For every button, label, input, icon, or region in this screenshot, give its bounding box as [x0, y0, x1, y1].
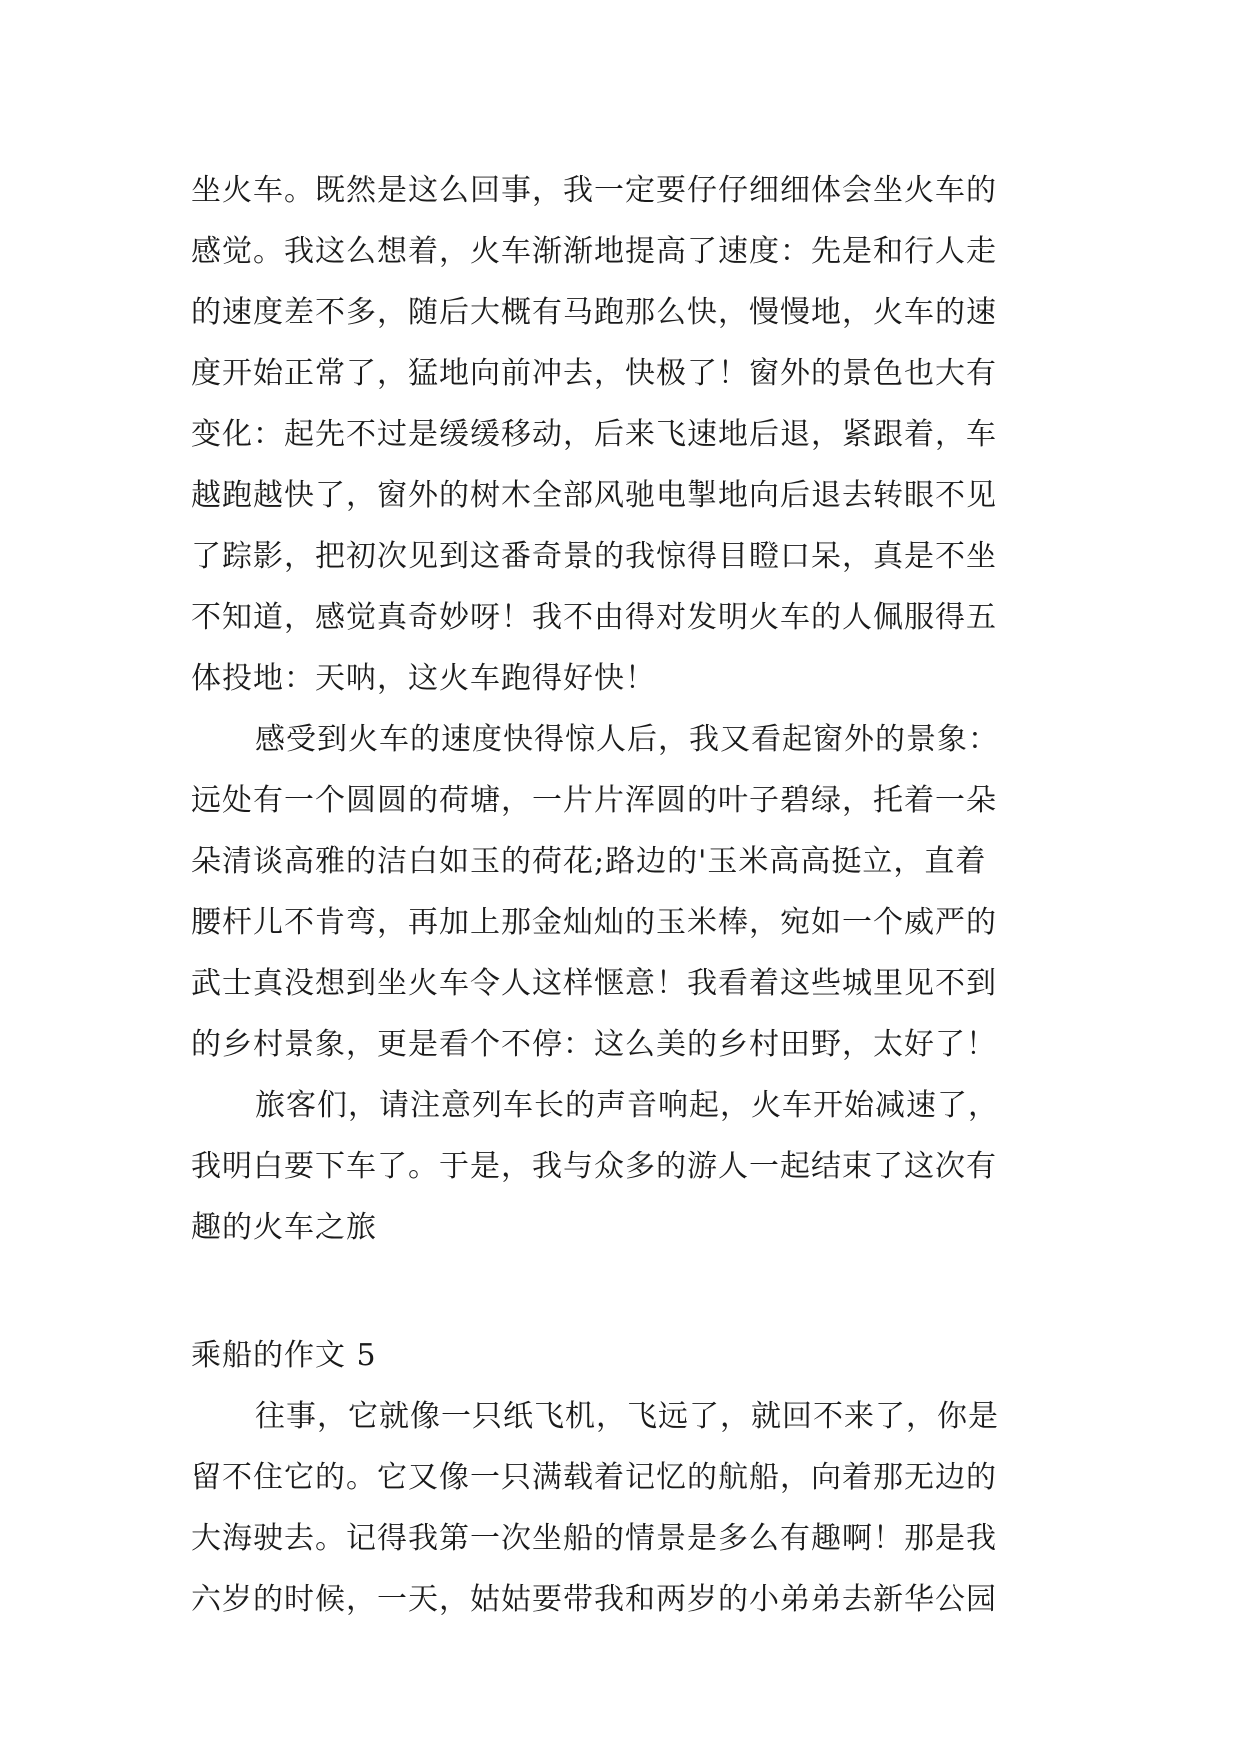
- text-line: 旅客们，请注意列车长的声音响起，火车开始减速了，: [255, 1088, 999, 1123]
- text-line: 留不住它的。它又像一只满载着记忆的航船，向着那无边的: [191, 1460, 997, 1495]
- text-line: 不知道，感觉真奇妙呀！我不由得对发明火车的人佩服得五: [191, 600, 997, 635]
- text-line: 武士真没想到坐火车令人这样惬意！我看着这些城里见不到: [191, 966, 997, 1001]
- paragraph: [191, 1075, 1061, 1258]
- text-line: 的速度差不多，随后大概有马跑那么快，慢慢地，火车的速: [191, 295, 997, 330]
- text-line: 腰杆儿不肯弯，再加上那金灿灿的玉米棒，宛如一个威严的: [191, 905, 997, 940]
- text-line: 六岁的时候，一天，姑姑要带我和两岁的小弟弟去新华公园: [191, 1582, 997, 1617]
- text-line: 远处有一个圆圆的荷塘，一片片浑圆的叶子碧绿，托着一朵: [191, 783, 997, 818]
- paragraph: [191, 709, 1061, 1075]
- paragraph: [191, 160, 1061, 709]
- text-line: 感受到火车的速度快得惊人后，我又看起窗外的景象：: [255, 722, 999, 757]
- section-title: 乘船的作文 5: [191, 1338, 377, 1373]
- text-line: 越跑越快了，窗外的树木全部风驰电掣地向后退去转眼不见: [191, 478, 997, 513]
- text-line: 变化：起先不过是缓缓移动，后来飞速地后退，紧跟着，车: [191, 417, 997, 452]
- text-line: 感觉。我这么想着，火车渐渐地提高了速度：先是和行人走: [191, 234, 997, 269]
- section-spacer: [191, 1258, 1061, 1325]
- text-line: 度开始正常了，猛地向前冲去，快极了！窗外的景色也大有: [191, 356, 997, 391]
- text-line: 我明白要下车了。于是，我与众多的游人一起结束了这次有: [191, 1149, 997, 1184]
- text-line: 坐火车。既然是这么回事，我一定要仔仔细细体会坐火车的: [191, 173, 997, 208]
- text-line: 朵清谈高雅的洁白如玉的荷花;路边的'玉米高高挺立，直着: [191, 844, 987, 879]
- paragraph: [191, 1386, 1061, 1630]
- text-line: 往事，它就像一只纸飞机，飞远了，就回不来了，你是: [255, 1399, 999, 1434]
- text-line: 趣的火车之旅: [191, 1210, 377, 1245]
- text-line: 大海驶去。记得我第一次坐船的情景是多么有趣啊！那是我: [191, 1521, 997, 1556]
- text-line: 的乡村景象，更是看个不停：这么美的乡村田野，太好了！: [191, 1027, 997, 1062]
- text-line: 体投地：天呐，这火车跑得好快！: [191, 661, 656, 696]
- document-page: [191, 160, 1061, 1630]
- text-line: 了踪影，把初次见到这番奇景的我惊得目瞪口呆，真是不坐: [191, 539, 997, 574]
